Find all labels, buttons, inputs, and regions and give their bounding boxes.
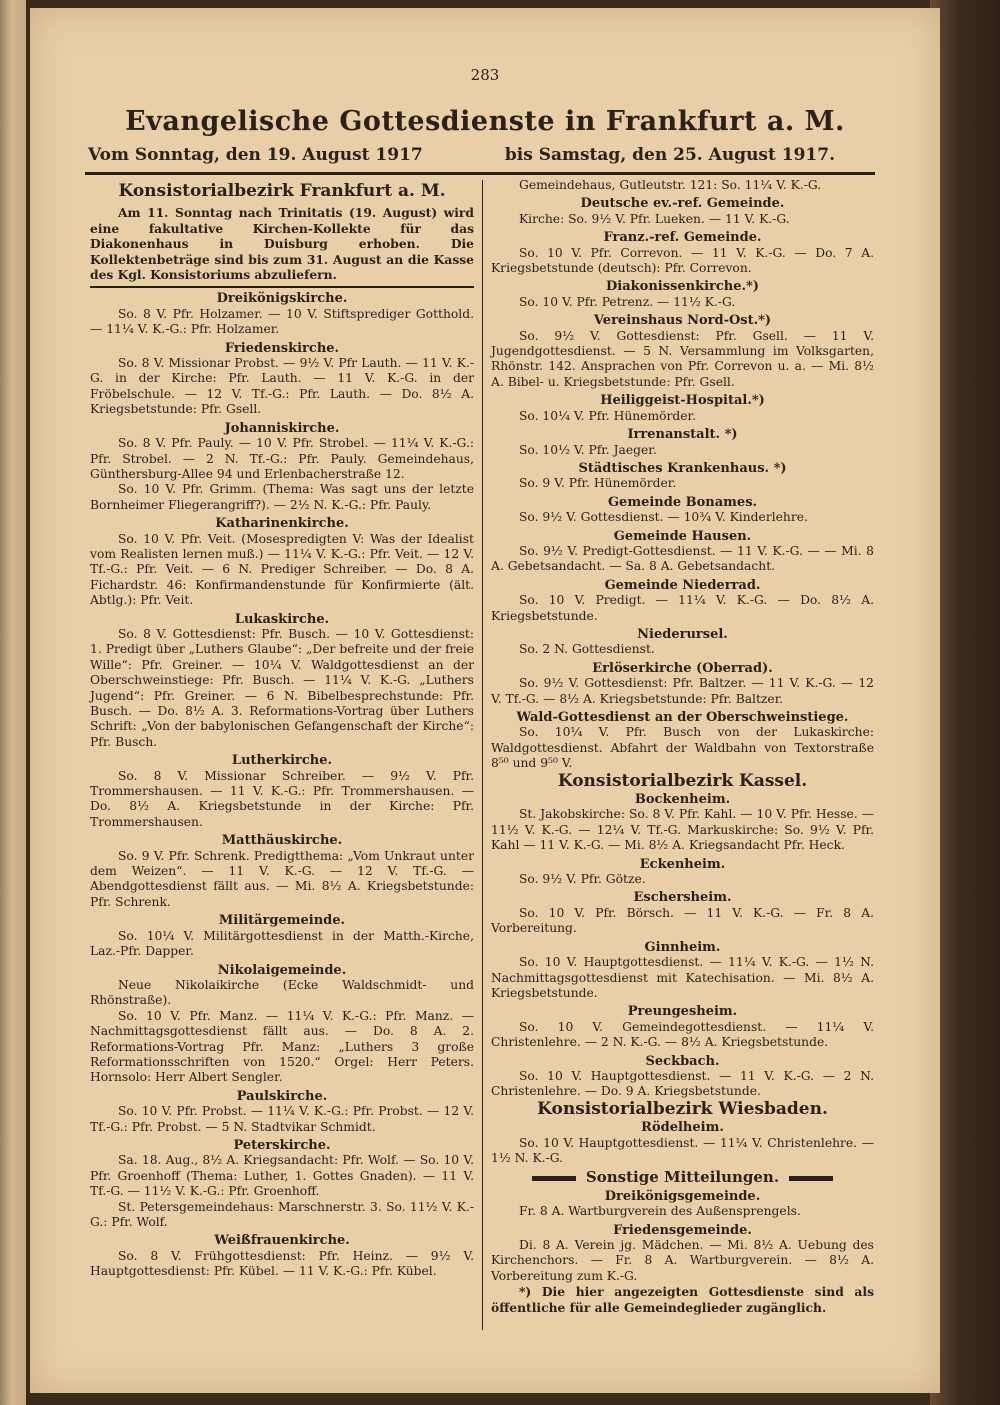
church-heading: Eschersheim.: [633, 890, 732, 906]
church-heading: Preungesheim.: [627, 1004, 738, 1020]
church-heading: Gemeinde Bonames.: [607, 494, 758, 510]
right-top-entries: [491, 178, 874, 193]
service-entry: Neue Nikolaikirche (Ecke Waldschmidt- und Rhönstraße).: [90, 977, 474, 1008]
service-entry: So. 10 V. Hauptgottesdienst. — 11¼ V. K.-G. — 1½ N. Nachmittagsgottesdienst mit Katechisation. — Mi. 8½ A. Kriegsbetstunde.: [491, 955, 874, 1000]
service-entry: So. 8 V. Frühgottesdienst: Pfr. Heinz. — 9½ V. Hauptgottesdienst: Pfr. Kübel. — 11 V. K.-G.: Pfr. Kübel.: [90, 1248, 474, 1279]
church-heading: Franz.-ref. Gemeinde.: [603, 230, 762, 246]
newspaper-page: [30, 8, 940, 1393]
church-heading: Deutsche ev.-ref. Gemeinde.: [580, 196, 785, 212]
service-entry: So. 9½ V. Gottesdienst: Pfr. Gsell. — 11 V. Jugendgottesdienst. — 5 N. Versammlung im Volksgarten, Rhönstr. 142. Ansprachen von Pfr. Correvon u. a. — Mi. 8½ A. Bibel- u. Kriegsbetstunde: Pfr. Gsell.: [491, 328, 874, 389]
church-heading: Matthäuskirche.: [221, 833, 343, 849]
service-entry: So. 10½ V. Pfr. Jaeger.: [519, 442, 657, 457]
adjacent-page-edge: [0, 0, 26, 1405]
service-entry: So. 9½ V. Pfr. Götze.: [519, 872, 646, 887]
service-entry: So. 10 V. Pfr. Börsch. — 11 V. K.-G. — Fr. 8 A. Vorbereitung.: [491, 905, 874, 936]
church-heading: Wald-Gottesdienst an der Oberschweinstiege.: [516, 710, 849, 725]
column-divider: [482, 180, 483, 1330]
service-entry: So. 10¼ V. Pfr. Busch von der Lukaskirche: Waldgottesdienst. Abfahrt der Waldbahn von Textorstraße 8⁵⁰ und 9⁵⁰ V.: [491, 725, 874, 771]
service-entry: Sa. 18. Aug., 8½ A. Kriegsandacht: Pfr. Wolf. — So. 10 V. Pfr. Groenhoff (Thema: Luther, 1. Gottes Gnaden). — 11 V. Tf.-G. — 11½ V. K.-G.: Pfr. Groenhoff.: [90, 1153, 474, 1199]
church-heading: Lukaskirche.: [234, 611, 330, 627]
church-heading: Gemeinde Niederrad.: [604, 577, 761, 593]
service-entry: So. 2 N. Gottesdienst.: [519, 642, 655, 657]
section-separator: [90, 286, 474, 288]
service-entry: So. 9 V. Pfr. Schrenk. Predigtthema: „Vom Unkraut unter dem Weizen“. — 11 V. K.-G. — 12 V. Tf.-G. — Abendgottesdienst fällt aus. — Mi. 8½ A. Kriegsbetstunde: Pfr. Schrenk.: [90, 848, 474, 909]
service-entry: St. Petersgemeindehaus: Marschnerstr. 3. So. 11½ V. K.-G.: Pfr. Wolf.: [90, 1199, 474, 1229]
service-entry: So. 10 V. Predigt. — 11¼ V. K.-G. — Do. 8½ A. Kriegsbetstunde.: [491, 593, 874, 623]
church-heading: Dreikönigsgemeinde.: [604, 1188, 761, 1204]
district-heading-frankfurt: Konsistorialbezirk Frankfurt a. M.: [118, 181, 446, 201]
church-heading: Friedensgemeinde.: [613, 1222, 752, 1238]
church-heading: Katharinenkirche.: [215, 516, 349, 532]
service-entry: So. 10 V. Gemeindegottesdienst. — 11¼ V. Christenlehre. — 2 N. K.-G. — 8½ A. Kriegsbetstunde.: [491, 1019, 874, 1050]
church-heading: Irrenanstalt. *): [627, 427, 738, 443]
service-entry: So. 9½ V. Gottesdienst. — 10¾ V. Kinderlehre.: [519, 510, 808, 525]
service-entry: So. 10 V. Pfr. Grimm. (Thema: Was sagt uns der letzte Bornheimer Fliegerangriff?). — 2½ N. K.-G.: Pfr. Pauly.: [90, 482, 474, 512]
church-heading: Diakonissenkirche.*): [606, 279, 759, 295]
misc-heading: [491, 1170, 874, 1185]
church-heading: Paulskirche.: [236, 1088, 328, 1104]
left-church-list: [90, 291, 474, 1279]
collection-notice: Am 11. Sonntag nach Trinitatis (19. August) wird eine fakultative Kirchen-Kollekte für das Diakonenhaus in Duisburg erhoben. Die Kollektenbeträge sind bis zum 31. August an die Kasse des Kgl. Konsistoriums abzuliefern.: [90, 205, 474, 283]
church-heading: Friedenskirche.: [224, 340, 340, 356]
service-entry: Di. 8 A. Verein jg. Mädchen. — Mi. 8½ A. Uebung des Kirchenchors. — Fr. 8 A. Wartburgverein. — 8½ A. Vorbereitung zum K.-G.: [491, 1238, 874, 1283]
heading-bar: [532, 1176, 576, 1181]
church-heading: Bockenheim.: [634, 792, 731, 808]
service-entry: Fr. 8 A. Wartburgverein des Außensprengels.: [519, 1204, 801, 1219]
service-entry: So. 8 V. Gottesdienst: Pfr. Busch. — 10 V. Gottesdienst: 1. Predigt über „Luthers Glaube“: „Der befreite und der freie Wille“: Pfr. Greiner. — 10¼ V. Waldgottesdienst an der Oberschweinstiege: Pfr. Busch. — 11¼ V. K.-G. „Luthers Jugend“: Pfr. Greiner. — 6 N. Bibelbesprechstunde: Pfr. Busch. — Do. 8½ A. 3. Reformations-Vortrag über Luthers Schrift: „Von der babylonischen Gefangenschaft der Kirche“: Pfr. Busch.: [90, 626, 474, 749]
service-entry: So. 8 V. Pfr. Holzamer. — 10 V. Stiftsprediger Gotthold. — 11¼ V. K.-G.: Pfr. Holzamer.: [90, 306, 474, 337]
church-heading: Vereinshaus Nord-Ost.*): [593, 313, 772, 329]
left-column: [90, 182, 474, 1280]
right-church-list-wiesbaden: [491, 1120, 874, 1166]
church-heading: Militärgemeinde.: [218, 913, 346, 929]
church-heading: Erlöserkirche (Oberrad).: [592, 660, 773, 676]
heading-bar: [789, 1176, 833, 1181]
service-entry: Kirche: So. 9½ V. Pfr. Lueken. — 11 V. K.-G.: [519, 211, 790, 226]
service-entry: So. 9½ V. Gottesdienst: Pfr. Baltzer. — 11 V. K.-G. — 12 V. Tf.-G. — 8½ A. Kriegsbetstunde: Pfr. Baltzer.: [491, 676, 874, 706]
service-entry: So. 10 V. Hauptgottesdienst. — 11 V. K.-G. — 2 N. Christenlehre. — Do. 9 A. Kriegsbetstunde.: [491, 1068, 874, 1099]
right-column: [491, 178, 874, 1315]
service-entry: So. 9 V. Pfr. Hünemörder.: [519, 476, 677, 491]
right-church-list-kassel: [491, 792, 874, 1100]
church-heading: Ginnheim.: [644, 939, 721, 955]
page-number: 283: [470, 66, 500, 84]
church-heading: Lutherkirche.: [231, 753, 333, 769]
church-heading: Seckbach.: [645, 1053, 720, 1069]
service-entry: So. 8 V. Missionar Schreiber. — 9½ V. Pfr. Trommershausen. — 11 V. K.-G.: Pfr. Trommershausen. — Do. 8½ A. Kriegsbetstunde in der Kirche: Pfr. Trommershausen.: [90, 768, 474, 829]
date-to: bis Samstag, den 25. August 1917.: [504, 145, 835, 165]
service-entry: So. 10 V. Pfr. Manz. — 11¼ V. K.-G.: Pfr. Manz. — Nachmittagsgottesdienst fällt aus. — Do. 8 A. 2. Reformations-Vortrag Pfr. Manz: „Luthers 3 große Reformationsschriften von 1520.“ Orgel: Herr Peters. Hornsolo: Herr Albert Sengler.: [90, 1008, 474, 1085]
service-entry: So. 10¼ V. Militärgottesdienst in der Matth.-Kirche, Laz.-Pfr. Dapper.: [90, 928, 474, 959]
service-entry: So. 10 V. Pfr. Petrenz. — 11½ K.-G.: [519, 294, 736, 309]
service-entry: So. 8 V. Pfr. Pauly. — 10 V. Pfr. Strobel. — 11¼ V. K.-G.: Pfr. Strobel. — 2 N. Tf.-G.: Pfr. Pauly. Gemeindehaus, Günthersburg-Allee 94 und Erlenbacherstraße 12.: [90, 436, 474, 481]
right-church-list-misc: [491, 1189, 874, 1284]
church-heading: Rödelheim.: [641, 1120, 724, 1136]
district-heading-kassel: Konsistorialbezirk Kassel.: [557, 770, 808, 791]
church-heading: Johanniskirche.: [224, 420, 340, 436]
church-heading: Weißfrauenkirche.: [214, 1233, 350, 1249]
date-from: Vom Sonntag, den 19. August 1917: [88, 145, 423, 165]
service-entry: So. 10 V. Pfr. Probst. — 11¼ V. K.-G.: Pfr. Probst. — 12 V. Tf.-G.: Pfr. Probst. — 5 N. Stadtvikar Schmidt.: [90, 1104, 474, 1134]
church-heading: Städtisches Krankenhaus. *): [578, 460, 787, 476]
service-entry: Gemeindehaus, Gutleutstr. 121: So. 11¼ V. K.-G.: [519, 178, 822, 192]
service-entry: So. 8 V. Missionar Probst. — 9½ V. Pfr Lauth. — 11 V. K.-G. in der Kirche: Pfr. Lauth. — 11 V. K.-G. in der Fröbelschule. — 12 V. Tf.-G.: Pfr. Lauth. — Do. 8½ A. Kriegsbetstunde: Pfr. Gsell.: [90, 356, 474, 417]
title-rule: [85, 172, 875, 175]
church-heading: Dreikönigskirche.: [216, 291, 348, 307]
church-heading: Heiliggeist-Hospital.*): [600, 393, 765, 409]
right-church-list-frankfurt: [491, 196, 874, 771]
church-heading: Nikolaigemeinde.: [217, 962, 347, 978]
book-binding-edge: [930, 0, 1000, 1405]
service-entry: So. 10 V. Hauptgottesdienst. — 11¼ V. Christenlehre. — 1½ N. K.-G.: [491, 1135, 874, 1165]
district-heading-wiesbaden: Konsistorialbezirk Wiesbaden.: [537, 1098, 828, 1119]
church-heading: Gemeinde Hausen.: [613, 528, 752, 544]
church-heading: Peterskirche.: [233, 1137, 331, 1153]
service-entry: So. 10¼ V. Pfr. Hünemörder.: [519, 408, 696, 423]
church-heading: Niederursel.: [637, 626, 728, 642]
page-title: Evangelische Gottesdienste in Frankfurt a. M.: [125, 106, 845, 137]
church-heading: Eckenheim.: [639, 856, 726, 872]
service-entry: So. 10 V. Pfr. Correvon. — 11 V. K.-G. — Do. 7 A. Kriegsbetstunde (deutsch): Pfr. Correvon.: [491, 245, 874, 276]
footnote: *) Die hier angezeigten Gottesdienste sind als öffentliche für alle Gemeindeglieder zugänglich.: [491, 1284, 874, 1315]
service-entry: So. 10 V. Pfr. Veit. (Mosespredigten V: Was der Idealist vom Realisten lernen muß.) — 11¼ V. K.-G.: Pfr. Veit. — 12 V. Tf.-G.: Pfr. Veit. — 6 N. Prediger Schreiber. — Do. 8 A. Fichardstr. 46: Konfirmandenstunde für Konfirmierte (ält. Abtlg.): Pfr. Veit.: [90, 531, 474, 608]
service-entry: So. 9½ V. Predigt-Gottesdienst. — 11 V. K.-G. — — Mi. 8 A. Gebetsandacht. — Sa. 8 A. Gebetsandacht.: [491, 543, 874, 574]
service-entry: St. Jakobskirche: So. 8 V. Pfr. Kahl. — 10 V. Pfr. Hesse. — 11½ V. K.-G. — 12¼ V. Tf.-G. Markuskirche: So. 9½ V. Pfr. Kahl — 11 V. K.-G. — Mi. 8½ A. Kriegsandacht Pfr. Heck.: [491, 807, 874, 853]
misc-heading-text: Sonstige Mitteilungen.: [585, 1168, 780, 1187]
